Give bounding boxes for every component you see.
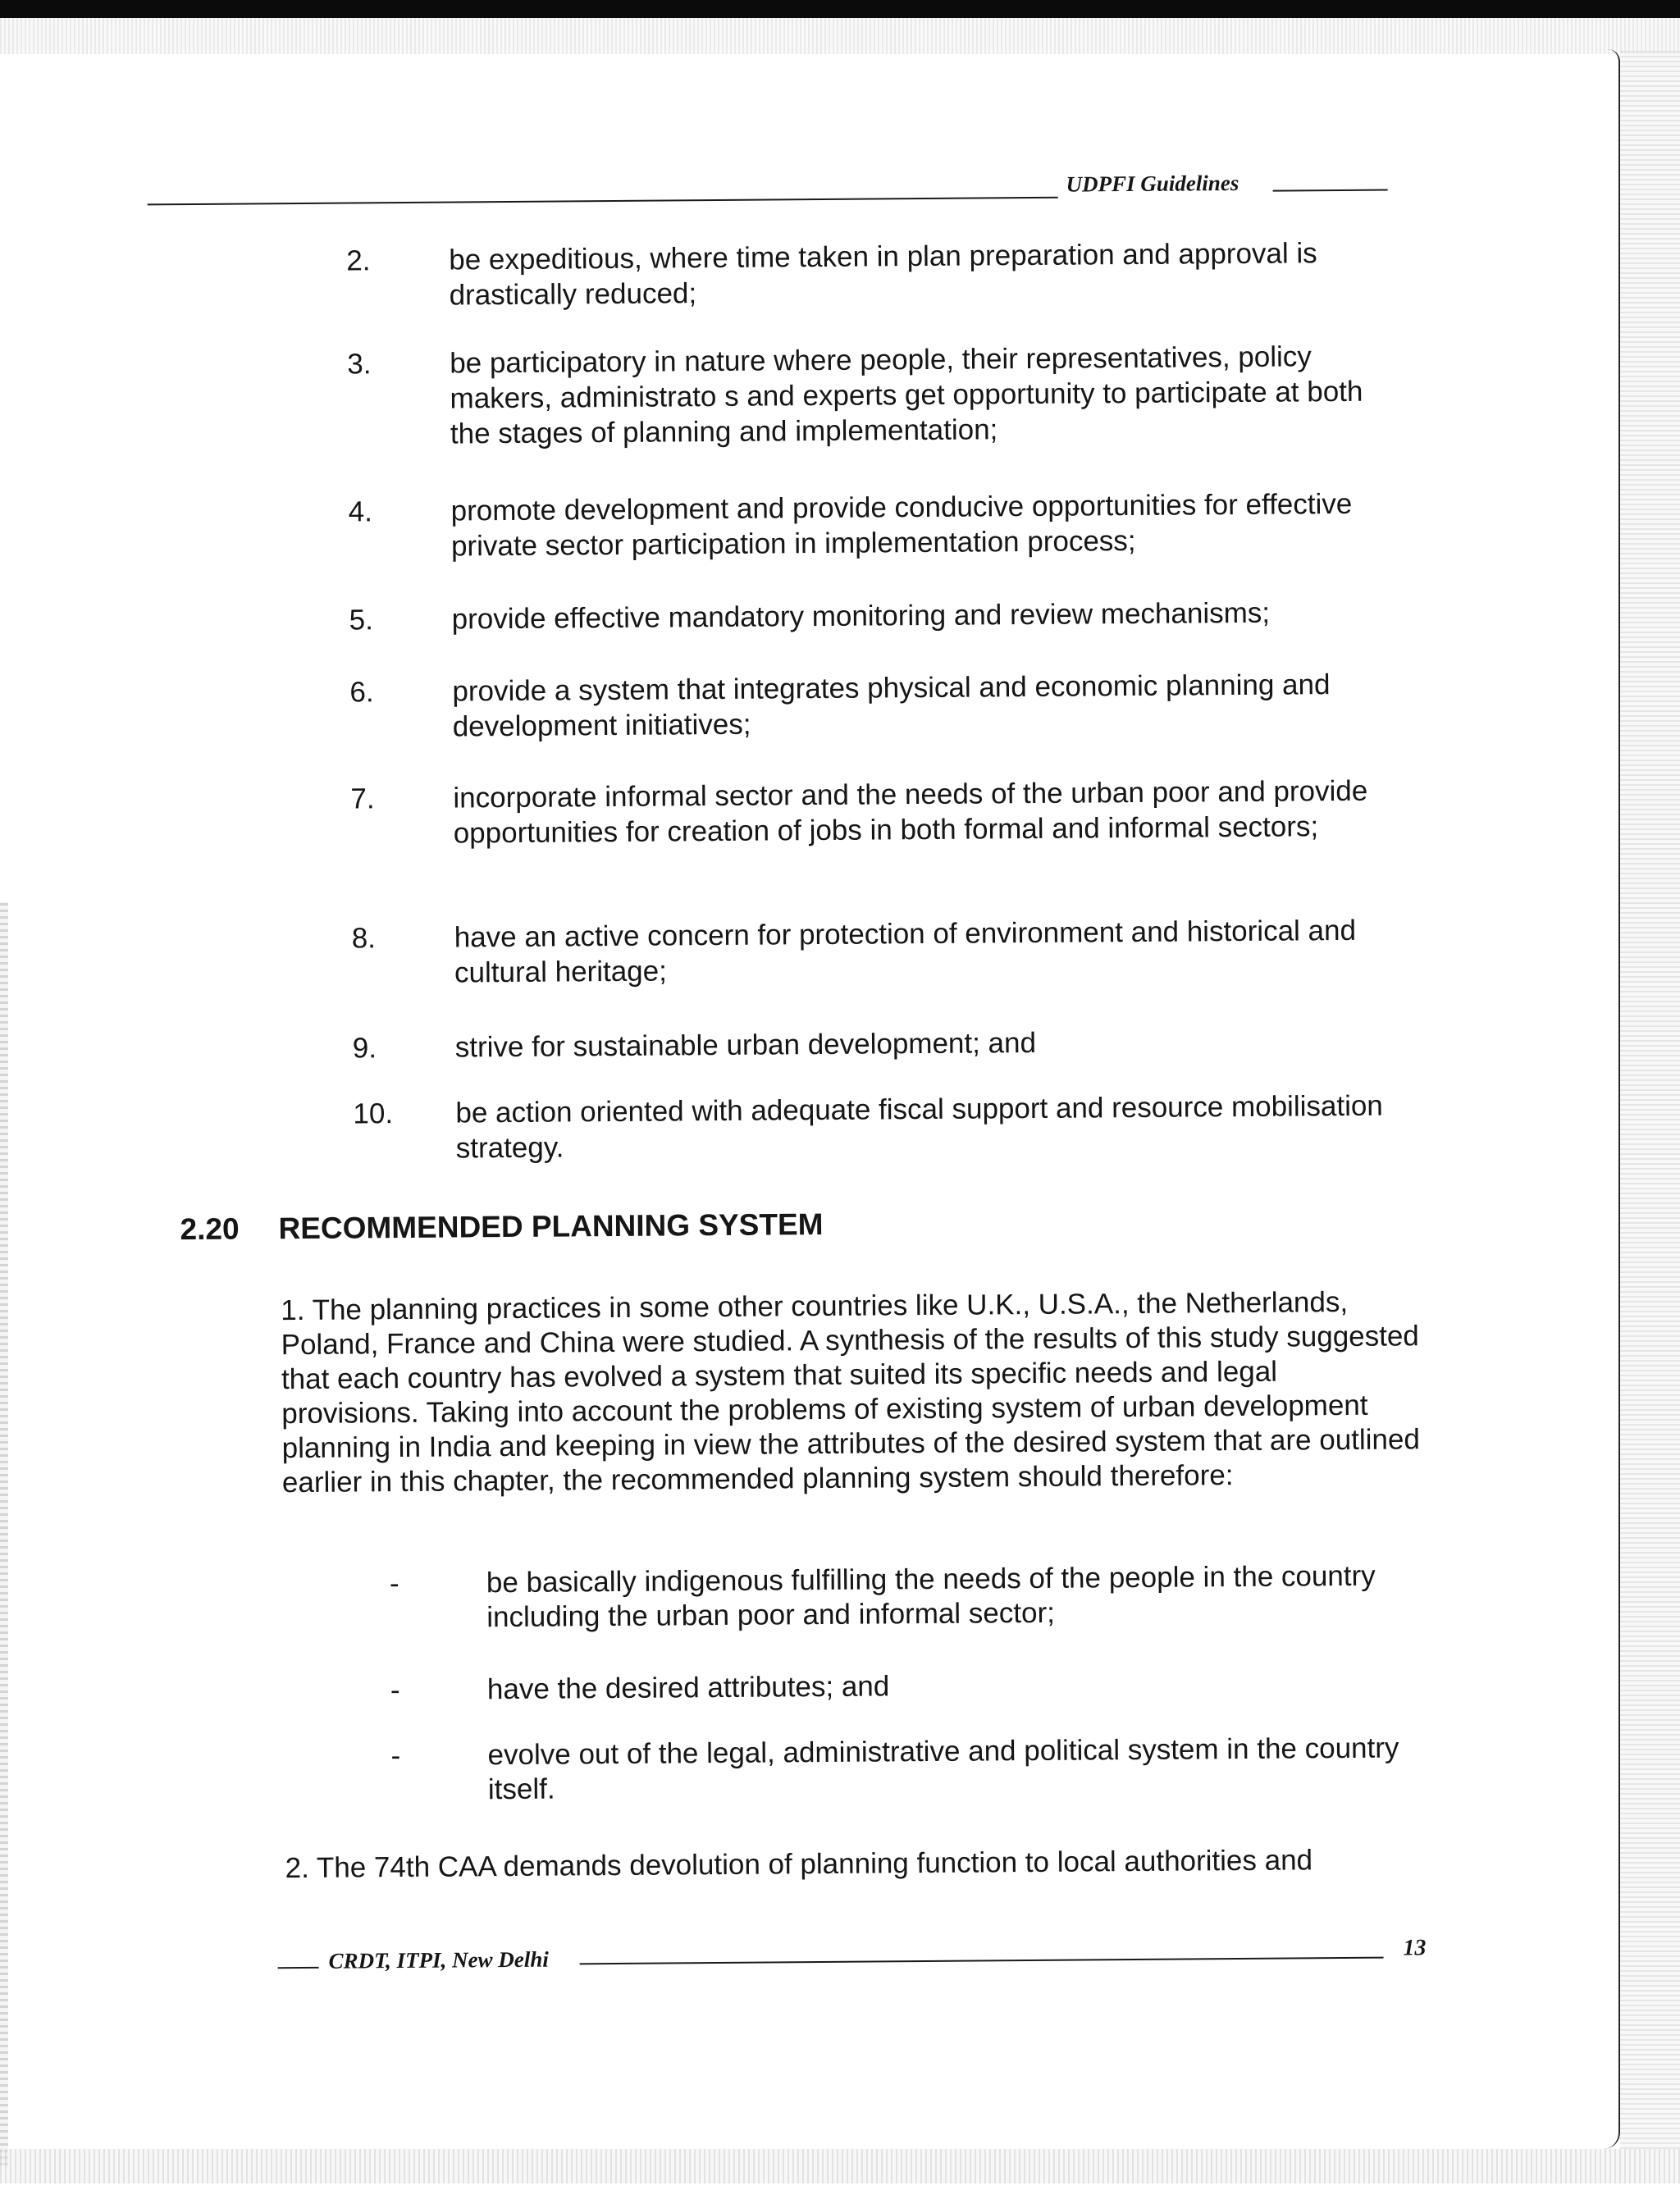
list-item-text: strive for sustainable urban development; and [454,1026,1037,1064]
bullet-dash: - [390,1740,401,1773]
list-item-number: 2. [346,244,371,277]
list-item [350,773,1408,850]
list-item-text: incorporate informal sector and the needs of the urban poor and provide opportunities for creation of jobs in both formal and informal sectors; [453,774,1368,850]
list-item-text: provide a system that integrates physical and economic planning and development initiatives; [452,668,1331,743]
bullet-item [390,1731,1432,1806]
running-header [147,170,1387,212]
footer-rule [580,1957,1384,1965]
header-rule-tail [1273,189,1388,192]
list-item-text: be expeditious, where time taken in plan preparation and approval is drastically reduced; [449,237,1317,312]
list-item-number: 10. [353,1097,394,1130]
footer-text: CRDT, ITPI, New Delhi [328,1946,549,1973]
bullet-item [389,1558,1431,1634]
bullet-text: evolve out of the legal, administrative and political system in the country itself. [487,1731,1399,1806]
list-item-text: promote development and provide conducive opportunities for effective private sector participation in implementation process; [450,487,1353,563]
list-item [348,486,1407,563]
list-item-text: provide effective mandatory monitoring and review mechanisms; [451,596,1271,636]
list-item-text: be action oriented with adequate fiscal support and resource mobilisation strategy. [455,1089,1383,1165]
list-item [353,1088,1411,1165]
section-number: 2.20 [180,1211,240,1247]
list-item-number: 8. [351,922,377,955]
paragraph: 1. The planning practices in some other countries like U.K., U.S.A., the Netherlands, Poland, France and China were studied. A synthesis of the results of this study suggested that each country has evolved a system that suited its specific needs and legal provisions. Taking into account the problems of existing system of urban development planning in India and keeping in view the attributes of the desired system that are outlined earlier in this chapter, the recommended planning system should therefore: [281,1285,1421,1499]
header-title: UDPFI Guidelines [1066,170,1239,197]
bullet-dash: - [390,1674,400,1707]
list-item-number: 3. [347,348,372,381]
list-item [349,666,1408,743]
list-item-text: be participatory in nature where people, their representatives, policy makers, administrato s and experts get opportunity to participate at both the stages of planning and implementation; [450,340,1363,450]
page-number: 13 [1403,1935,1427,1961]
bullet-text: be basically indigenous fulfilling the needs of the people in the country including the urban poor and informal sector; [486,1559,1376,1634]
bullet-dash: - [389,1567,399,1600]
list-item-number: 4. [348,495,373,528]
footer-rule-lead [278,1967,319,1969]
bullet-text: have the desired attributes; and [486,1670,890,1706]
section-title: RECOMMENDED PLANNING SYSTEM [278,1207,824,1246]
bullet-item [390,1665,1432,1707]
list-item-number: 7. [350,782,375,815]
running-footer [277,1935,1442,1977]
list-item-number: 5. [349,604,374,636]
paragraph: 2. The 74th CAA demands devolution of planning function to local authorities and [285,1844,1313,1885]
list-item [352,1022,1411,1065]
list-item-number: 6. [349,676,374,709]
list-item [351,912,1410,989]
header-rule [148,197,1058,206]
list-item-number: 9. [352,1032,377,1065]
list-item [346,235,1404,312]
list-item [347,338,1405,450]
list-item [349,594,1408,636]
list-item-text: have an active concern for protection of environment and historical and cultural heritage; [454,914,1357,989]
